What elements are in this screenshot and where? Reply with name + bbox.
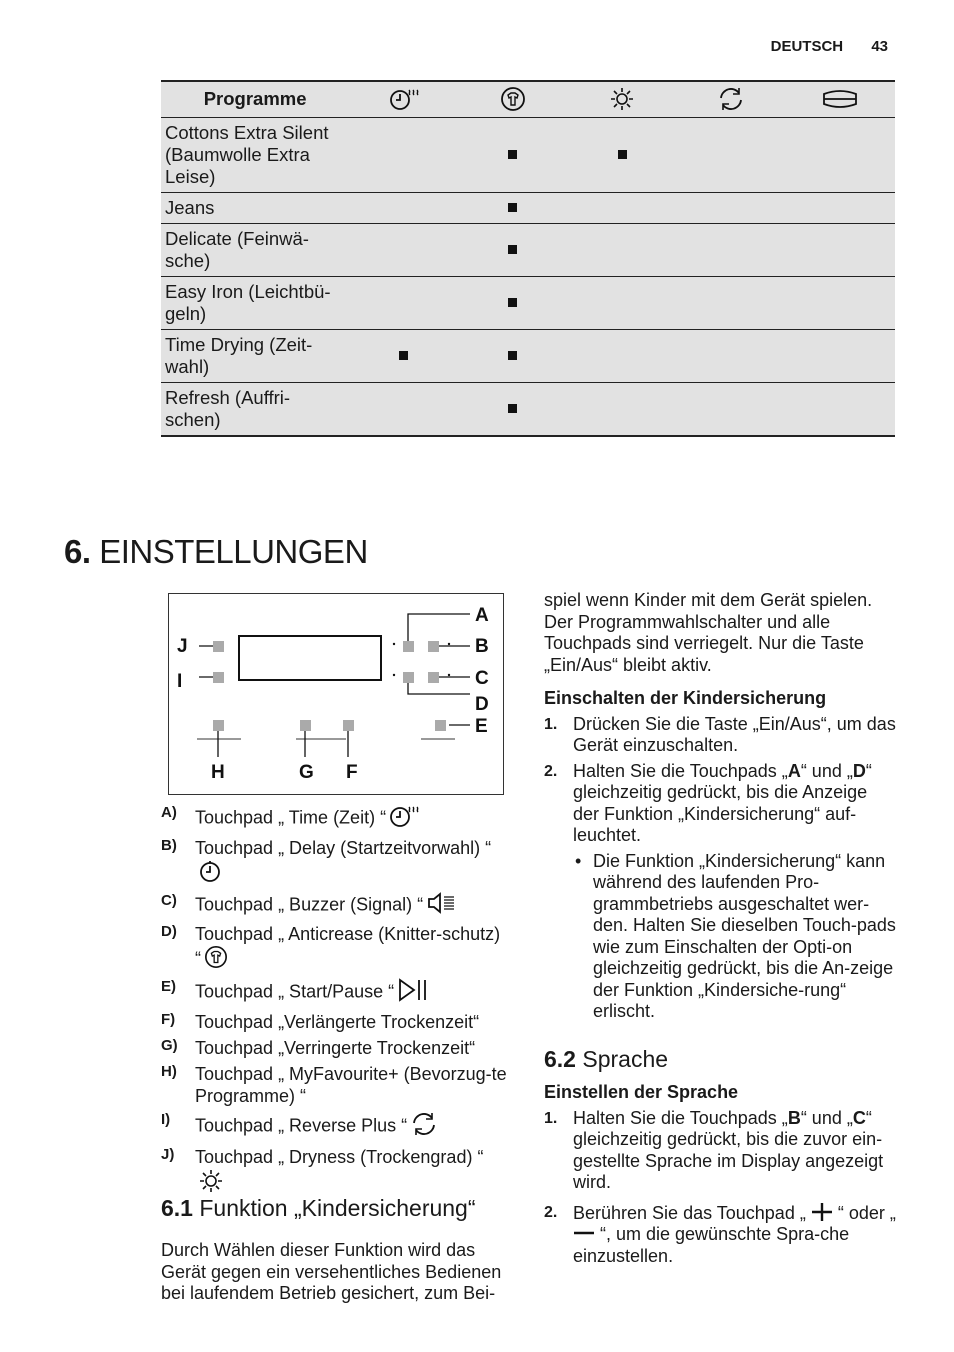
table-cell <box>458 192 567 223</box>
col-time-icon <box>349 81 458 117</box>
label-f: F <box>346 762 358 783</box>
table-row <box>161 276 895 329</box>
section-6-2-number: 6.2 <box>544 1045 576 1072</box>
label-j: J <box>177 636 188 657</box>
display-screen <box>239 636 381 680</box>
right-column <box>544 590 896 1271</box>
section-6-1 <box>161 1195 511 1305</box>
panel-svg <box>169 594 505 796</box>
legend-item <box>161 923 511 974</box>
legend-key: D) <box>161 923 177 940</box>
table-cell <box>786 329 895 382</box>
table-cell <box>786 276 895 329</box>
legend-text: Touchpad „ Time (Zeit) “ <box>195 807 387 828</box>
anticrease-icon <box>204 945 228 974</box>
touchpad-h <box>213 720 224 731</box>
legend-item <box>161 1063 511 1107</box>
table-cell <box>677 329 786 382</box>
legend-item <box>161 1011 511 1033</box>
table-cell <box>786 382 895 436</box>
touchpad-i <box>213 672 224 683</box>
reverse-plus-icon <box>410 1111 438 1142</box>
table-cell <box>568 382 677 436</box>
continued-paragraph: spiel wenn Kinder mit dem Gerät spielen. Der Programmwahlschalter und alle Touchpads sind verriegelt. Nur die Taste „Ein/Aus“ bleibt aktiv. <box>544 590 873 675</box>
chapter-title <box>64 533 368 571</box>
language-steps <box>544 1108 896 1268</box>
checkmark-square-icon <box>508 298 517 307</box>
legend-item <box>161 892 511 919</box>
legend-key: C) <box>161 892 177 909</box>
anticrease-icon <box>500 86 526 112</box>
checkmark-square-icon <box>508 245 517 254</box>
legend-item <box>161 837 511 888</box>
table-cell <box>786 223 895 276</box>
step-item: 2. Halten Sie die Touchpads „A“ und „D“ gleichzeitig gedrückt, bis die Anzeige der Funktion „Kindersicherung“ auf-leuchtet. • Die Funktion „Kindersicherung“ kann während des laufenden Pro-grammbetriebs ausgeschaltet wer-den. Halten Sie dieselben Touch-pads wie zum Einschalten der Opti-on gleichzeitig gedrückt, bis die An-zeige der Funktion „Kindersiche-rung“ erlischt. <box>544 761 896 1023</box>
delay-icon <box>198 859 222 888</box>
legend-text: Touchpad „ Anticrease (Knitter-schutz) “ <box>195 924 501 969</box>
checkmark-square-icon <box>508 203 517 212</box>
table-row <box>161 192 895 223</box>
header-language: DEUTSCH <box>770 38 844 55</box>
section-6-2-title-text: Sprache <box>582 1045 669 1072</box>
legend-key: G) <box>161 1037 178 1054</box>
programme-name: Time Drying (Zeit-wahl) <box>161 329 349 382</box>
control-panel-diagram <box>168 593 504 795</box>
programme-name: Delicate (Feinwä-sche) <box>161 223 349 276</box>
touchpad-d <box>403 672 414 683</box>
col-anticrease-icon <box>458 81 567 117</box>
section-6-1-number: 6.1 <box>161 1195 193 1221</box>
legend-text: Touchpad „ Reverse Plus “ <box>195 1115 408 1136</box>
legend-key: F) <box>161 1011 176 1028</box>
table-cell <box>349 117 458 192</box>
time-icon <box>389 804 419 833</box>
table-cell <box>786 192 895 223</box>
touchpad-b <box>428 641 439 652</box>
legend-item <box>161 1146 511 1199</box>
time-icon <box>389 87 419 111</box>
section-6-1-title-text: Funktion „Kindersicherung“ <box>199 1195 476 1221</box>
touchpad-legend <box>161 804 511 1203</box>
programme-table <box>161 80 895 437</box>
heading-set-language: Einstellen der Sprache <box>544 1082 739 1102</box>
section-6-2-title <box>544 1045 896 1072</box>
table-cell <box>349 382 458 436</box>
col-dryness-icon <box>568 81 677 117</box>
legend-text: Touchpad „ Start/Pause “ <box>195 981 395 1002</box>
checkmark-square-icon <box>618 150 627 159</box>
table-row <box>161 382 895 436</box>
legend-item <box>161 804 511 833</box>
legend-key: H) <box>161 1063 177 1080</box>
programme-name: Easy Iron (Leichtbü-geln) <box>161 276 349 329</box>
checkmark-square-icon <box>399 351 408 360</box>
legend-key: B) <box>161 837 177 854</box>
legend-text: Touchpad „ Buzzer (Signal) “ <box>195 894 424 915</box>
page-header <box>771 38 888 55</box>
step-item: 1. Drücken Sie die Taste „Ein/Aus“, um das Gerät einzuschalten. <box>544 713 896 755</box>
page-number: 43 <box>871 38 888 55</box>
programme-header: Programme <box>161 81 349 117</box>
label-c: C <box>475 668 489 689</box>
step-item: 1. Halten Sie die Touchpads „B“ und „C“ gleichzeitig gedrückt, bis die zuvor ein-gestellte Sprache im Display angezeigt wird. <box>544 1107 884 1192</box>
table-row <box>161 117 895 192</box>
legend-item <box>161 1037 511 1059</box>
drum-icon <box>821 87 859 111</box>
table-cell <box>458 223 567 276</box>
table-cell <box>677 117 786 192</box>
legend-text: Touchpad „ Dryness (Trockengrad) “ <box>195 1147 484 1167</box>
legend-text: Touchpad „Verlängerte Trockenzeit“ <box>195 1012 480 1032</box>
legend-key: I) <box>161 1111 171 1128</box>
label-i: I <box>177 671 183 692</box>
table-cell <box>458 117 567 192</box>
table-cell <box>458 382 567 436</box>
touchpad-g <box>300 720 311 731</box>
table-cell <box>677 192 786 223</box>
enable-steps <box>544 714 896 1023</box>
table-cell <box>349 329 458 382</box>
table-cell <box>677 223 786 276</box>
checkmark-square-icon <box>508 351 517 360</box>
table-cell <box>568 117 677 192</box>
table-cell <box>349 223 458 276</box>
chapter-title-text: EINSTELLUNGEN <box>99 533 368 570</box>
table-cell <box>568 223 677 276</box>
table-cell <box>677 276 786 329</box>
table-cell <box>458 329 567 382</box>
table-cell <box>677 382 786 436</box>
label-h: H <box>211 762 225 783</box>
table-cell <box>786 117 895 192</box>
label-a: A <box>475 605 489 626</box>
label-d: D <box>475 694 489 715</box>
section-6-1-title <box>161 1195 511 1222</box>
label-g: G <box>299 762 314 783</box>
step-item: 2. Berühren Sie das Touchpad „ “ oder „ “, um die gewünschte Spra-che einzustellen. <box>544 1202 896 1266</box>
label-e: E <box>475 716 488 737</box>
table-cell <box>349 192 458 223</box>
legend-item <box>161 1111 511 1142</box>
legend-text: Touchpad „Verringerte Trockenzeit“ <box>195 1038 476 1058</box>
buzzer-icon <box>426 892 456 919</box>
table-cell <box>458 276 567 329</box>
legend-key: A) <box>161 804 177 821</box>
touchpad-e <box>435 720 446 731</box>
touchpad-j <box>213 641 224 652</box>
bullet-item: • Die Funktion „Kindersicherung“ kann während des laufenden Pro-grammbetriebs ausgeschaltet wer-den. Halten Sie dieselben Touch-pads wie zum Einschalten der Opti-on gleichzeitig gedrückt, bis die An-zeige der Funktion „Kindersiche-rung“ erlischt. <box>573 851 896 1023</box>
chapter-number: 6. <box>64 533 91 570</box>
table-cell <box>568 329 677 382</box>
section-6-1-paragraph: Durch Wählen dieser Funktion wird das Gerät gegen ein versehentliches Bedienen bei laufendem Betrieb gesichert, zum Bei- <box>161 1240 502 1303</box>
table-cell <box>349 276 458 329</box>
legend-text: Touchpad „ Delay (Startzeitvorwahl) “ <box>195 838 492 858</box>
programme-name: Refresh (Auffri-schen) <box>161 382 349 436</box>
plus-icon <box>811 1202 833 1222</box>
col-reverse-plus-icon <box>677 81 786 117</box>
legend-key: E) <box>161 978 176 995</box>
table-cell <box>568 192 677 223</box>
touchpad-c <box>428 672 439 683</box>
table-row <box>161 223 895 276</box>
table-row <box>161 329 895 382</box>
dryness-icon <box>609 86 635 112</box>
programme-name: Cottons Extra Silent (Baumwolle Extra Leise) <box>161 117 349 192</box>
col-drum-icon <box>786 81 895 117</box>
checkmark-square-icon <box>508 150 517 159</box>
start-pause-icon <box>397 978 429 1007</box>
legend-item <box>161 978 511 1007</box>
checkmark-square-icon <box>508 404 517 413</box>
reverse-plus-icon <box>717 86 745 112</box>
table-cell <box>568 276 677 329</box>
legend-key: J) <box>161 1146 175 1163</box>
legend-text: Touchpad „ MyFavourite+ (Bevorzug-te Programme) “ <box>195 1064 507 1106</box>
label-b: B <box>475 636 489 657</box>
touchpad-a <box>403 641 414 652</box>
heading-enable-child-lock: Einschalten der Kindersicherung <box>544 688 827 708</box>
programme-name: Jeans <box>161 192 349 223</box>
touchpad-f <box>343 720 354 731</box>
minus-icon <box>573 1227 595 1239</box>
